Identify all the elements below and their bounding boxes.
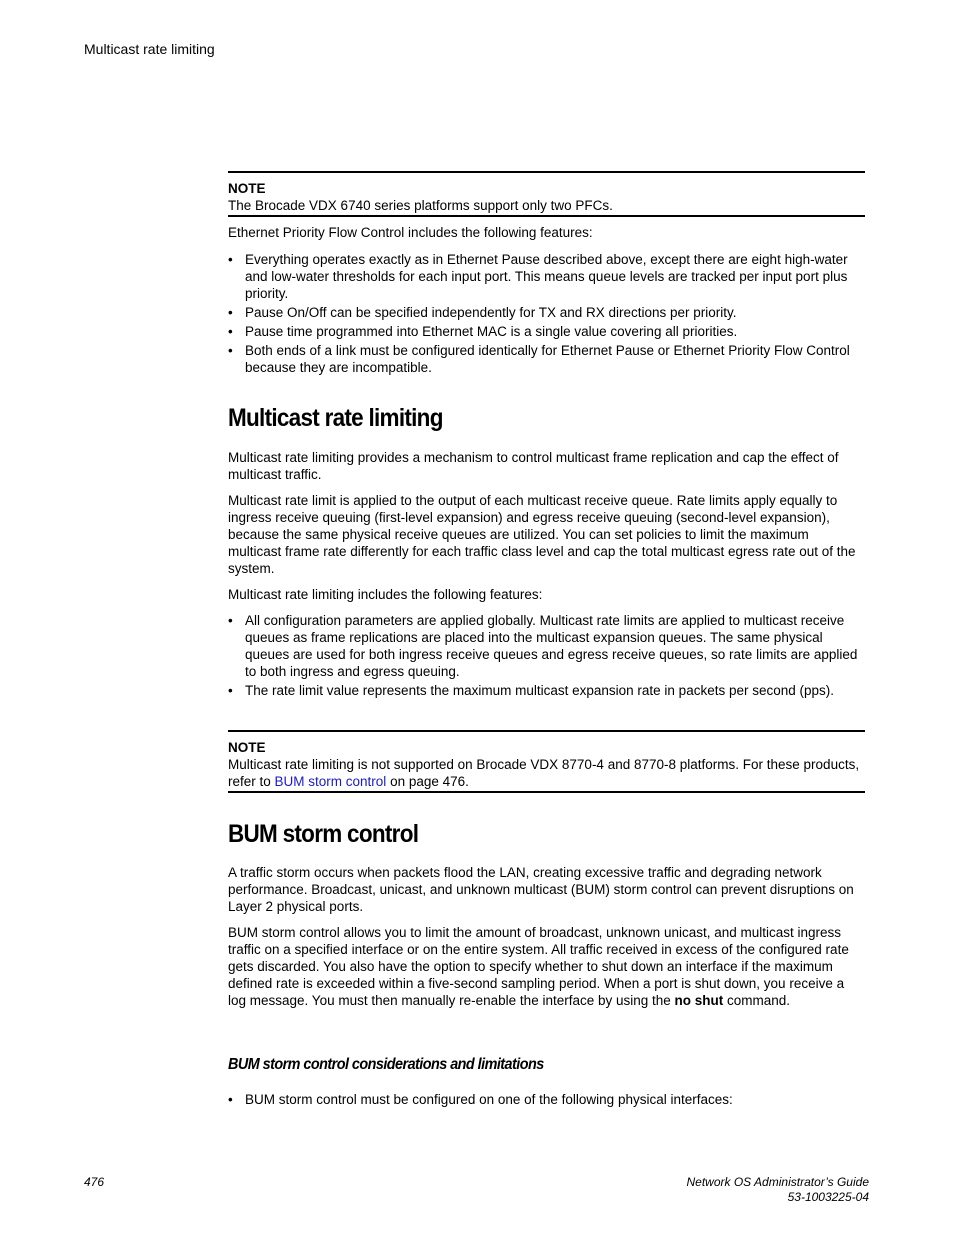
list-item: • Pause On/Off can be specified independently for TX and RX directions per priority. — [228, 305, 737, 320]
note-box — [228, 730, 865, 793]
section-heading: BUM storm control — [228, 820, 419, 848]
note-label: NOTE — [228, 181, 266, 196]
document-id: 53-1003225-04 — [787, 1190, 869, 1204]
list-item: • Pause time programmed into Ethernet MAC is a single value covering all priorities. — [228, 324, 738, 339]
note-label: NOTE — [228, 740, 266, 755]
bullet-icon: • — [228, 324, 233, 339]
list-item: • Everything operates exactly as in Ethernet Pause described above, except there are eight high-water and low-water thresholds for each input port. This means queue levels are tracked per input port plus priority. — [228, 252, 848, 301]
note-text: Multicast rate limiting is not supported on Brocade VDX 8770-4 and 8770-8 platforms. For these products, refer to BUM storm control on page 476. — [228, 757, 860, 789]
footer-doc-info — [686, 1175, 869, 1205]
note-box — [228, 171, 865, 217]
pfc-section — [228, 224, 865, 378]
list-item: • The rate limit value represents the maximum multicast expansion rate in packets per second (pps). — [228, 683, 835, 698]
pfc-feature-list — [228, 251, 865, 376]
pfc-intro: Ethernet Priority Flow Control includes the following features: — [228, 225, 593, 240]
paragraph: Multicast rate limit is applied to the output of each multicast receive queue. Rate limits apply equally to ingress receive queuing (first-level expansion) and egress receive queuing (second-level expansion), because the same physical receive queues are utilized. You can set policies to limit the maximum multicast frame rate differently for each traffic class level and cap the total multicast egress rate out of the system. — [228, 493, 856, 576]
paragraph: BUM storm control allows you to limit the amount of broadcast, unknown unicast, and multicast ingress traffic on a specified interface or on the entire system. All traffic received in excess of the configured rate gets discarded. You also have the option to specify whether to shut down an interface if the maximum defined rate is exceeded within a five-second sampling period. When a port is shut down, you receive a log message. You must then manually re-enable the interface by using the no shut command. — [228, 925, 849, 1008]
multicast-feature-list — [228, 612, 865, 699]
paragraph: A traffic storm occurs when packets flood the LAN, creating excessive traffic and degrading network performance. Broadcast, unicast, and unknown multicast (BUM) storm control can prevent disruptions on Layer 2 physical ports. — [228, 865, 854, 914]
bullet-icon: • — [228, 1092, 233, 1107]
bum-considerations — [228, 1091, 865, 1110]
bum-section — [228, 864, 865, 1009]
list-item: • Both ends of a link must be configured identically for Ethernet Pause or Ethernet Priority Flow Control because they are incompatible. — [228, 343, 850, 375]
bullet-icon: • — [228, 613, 233, 628]
bullet-icon: • — [228, 252, 233, 267]
bullet-icon: • — [228, 683, 233, 698]
command-text: no shut — [674, 993, 724, 1008]
note-text: The Brocade VDX 6740 series platforms support only two PFCs. — [228, 198, 613, 213]
page-number: 476 — [84, 1175, 105, 1189]
paragraph: Multicast rate limiting includes the following features: — [228, 587, 543, 602]
section-heading: Multicast rate limiting — [228, 404, 443, 432]
bum-storm-control-link[interactable]: BUM storm control — [274, 774, 387, 789]
bullet-icon: • — [228, 305, 233, 320]
list-item: • All configuration parameters are applied globally. Multicast rate limits are applied to multicast receive queues as frame replications are placed into the multicast expansion queues. The same physical queues are used for both ingress receive queues and egress receive queues, so rate limits are applied to both ingress and egress queuing. — [228, 613, 858, 679]
list-item: • BUM storm control must be configured on one of the following physical interfaces: — [228, 1092, 733, 1107]
considerations-list — [228, 1091, 865, 1108]
document-title: Network OS Administrator’s Guide — [686, 1175, 869, 1189]
subsection-heading: BUM storm control considerations and limitations — [228, 1056, 544, 1073]
multicast-section — [228, 449, 865, 701]
paragraph: Multicast rate limiting provides a mechanism to control multicast frame replication and cap the effect of multicast traffic. — [228, 450, 839, 482]
bullet-icon: • — [228, 343, 233, 358]
running-header: Multicast rate limiting — [84, 41, 215, 57]
